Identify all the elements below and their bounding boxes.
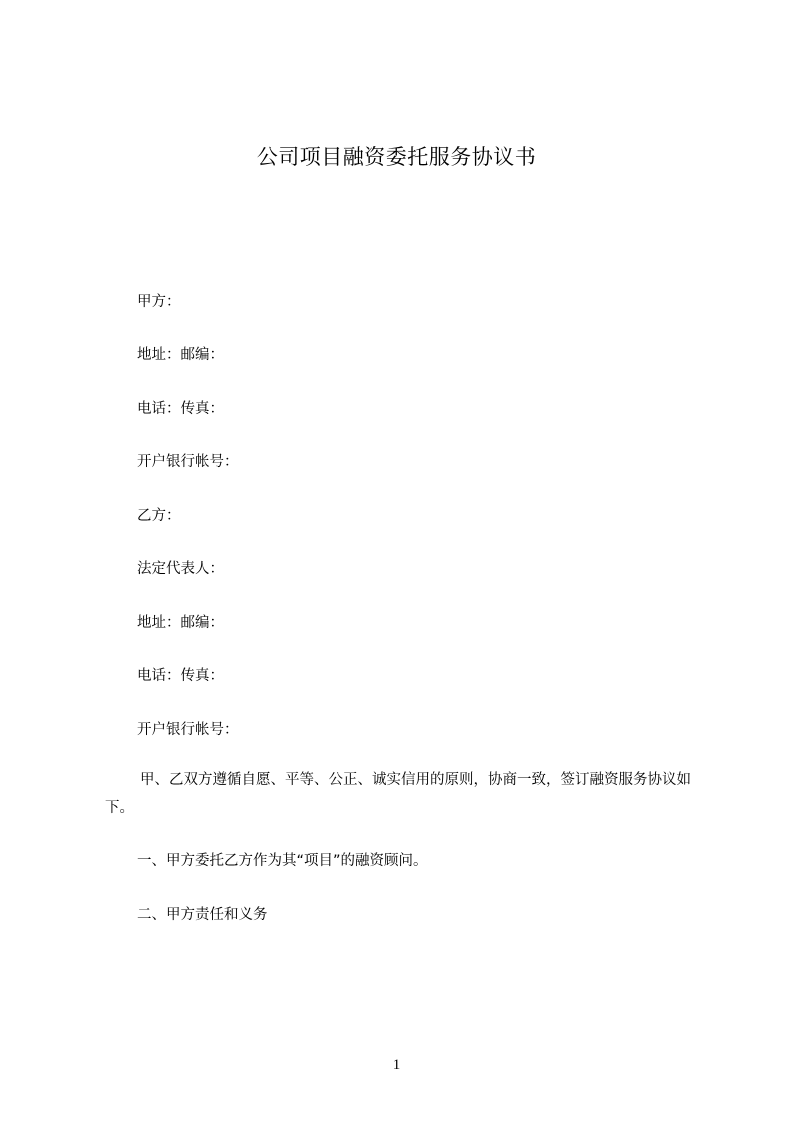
- party-a-phone-label: 电话：传真：: [137, 401, 224, 417]
- party-b-phone-label: 电话：传真：: [137, 668, 224, 684]
- party-a-bank-label: 开户银行帐号：: [137, 454, 239, 470]
- party-b-address-label: 地址：邮编：: [137, 615, 224, 631]
- party-b-representative-label: 法定代表人：: [137, 561, 224, 577]
- page-number: 1: [392, 1057, 401, 1073]
- clause-2-heading: 二、甲方责任和义务: [137, 907, 268, 923]
- party-a-name-label: 甲方：: [137, 294, 181, 310]
- preamble-paragraph: 甲、乙双方遵循自愿、平等、公正、诚实信用的原则，协商一致，签订融资服务协议如下。: [105, 772, 691, 816]
- party-a-address-label: 地址：邮编：: [137, 347, 224, 363]
- clause-1: 一、甲方委托乙方作为其“项目”的融资顾问。: [137, 853, 428, 869]
- party-b-name-label: 乙方：: [137, 508, 181, 524]
- party-b-bank-label: 开户银行帐号：: [137, 722, 239, 738]
- document-title: 公司项目融资委托服务协议书: [256, 145, 537, 169]
